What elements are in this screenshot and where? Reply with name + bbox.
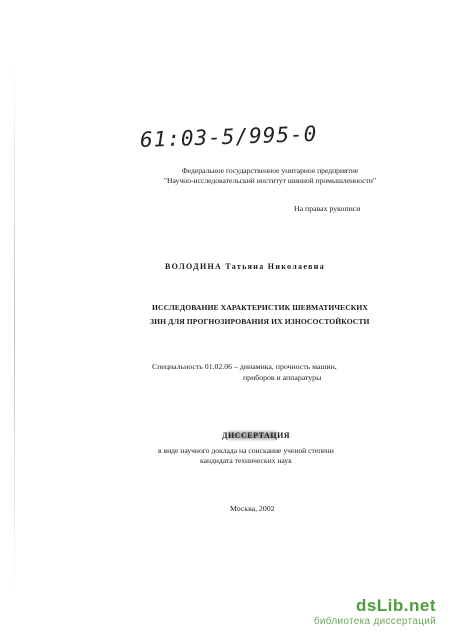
manuscript-note: На правах рукописи bbox=[294, 204, 361, 213]
city-year: Москва, 2002 bbox=[230, 504, 275, 513]
organization-line-1: Федеральное государственное унитарное предприятие bbox=[181, 166, 359, 175]
specialty-line-1: Специальность 01.02.06 – динамика, прочность машин, bbox=[152, 362, 337, 371]
dissertation-title-line-1: ИССЛЕДОВАНИЕ ХАРАКТЕРИСТИК ШЕВМАТИЧЕСКИХ bbox=[152, 303, 368, 312]
degree-form-line-2: кандидата технических наук bbox=[200, 456, 292, 465]
degree-form-line-1: в виде научного доклада на соискание ученой степени bbox=[158, 446, 334, 455]
watermark-subtitle: библиотека диссертаций bbox=[313, 616, 436, 627]
author-name: ВОЛОДИНА Татьяна Николаевна bbox=[165, 262, 325, 271]
document-type-smudged: ИССЕРТАЦ bbox=[228, 431, 278, 440]
dslib-watermark[interactable] bbox=[314, 596, 436, 627]
document-type-suffix: ИЯ bbox=[277, 431, 291, 440]
scan-edge-shadow bbox=[14, 60, 15, 600]
handwritten-catalog-code: 61:03-5/995-0 bbox=[139, 121, 318, 152]
watermark-logo: dsLib.net bbox=[355, 596, 436, 615]
organization-line-2: "Научно-исследовательский институт шинной промышленности" bbox=[163, 176, 377, 185]
document-type-heading bbox=[222, 431, 290, 440]
specialty-line-2: приборов и аппаратуры bbox=[243, 373, 322, 382]
dissertation-title-line-2: ЗИН ДЛЯ ПРОГНОЗИРОВАНИЯ ИХ ИЗНОСОСТОЙКОСТИ bbox=[150, 317, 370, 326]
document-type-prefix: Д bbox=[222, 431, 229, 440]
